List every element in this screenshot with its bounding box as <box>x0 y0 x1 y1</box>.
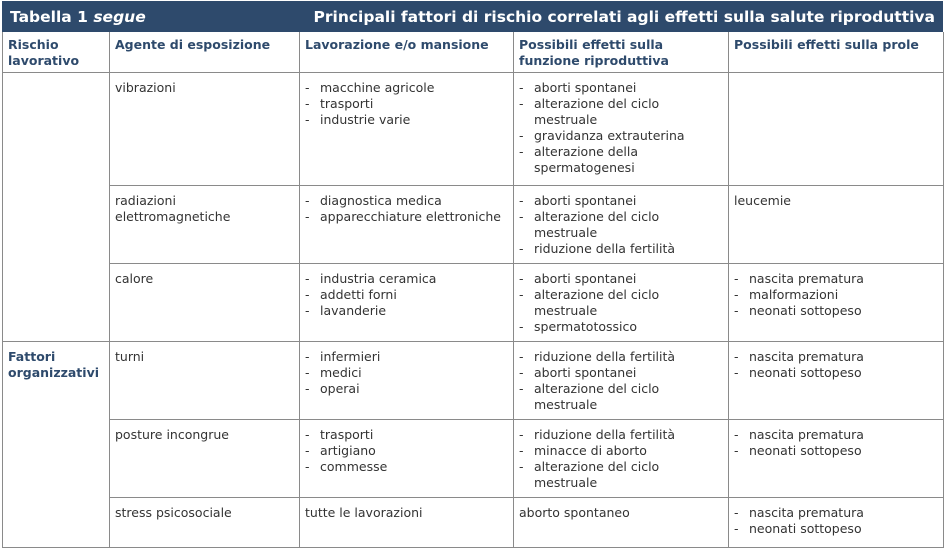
group-cell: Fattori organizzativi <box>3 342 110 548</box>
table-row <box>3 420 944 498</box>
jobs-cell <box>300 73 514 186</box>
list-item: - infermieri <box>305 349 508 365</box>
jobs-cell <box>300 342 514 420</box>
list-item: - alterazione del ciclo mestruale <box>519 381 723 413</box>
list-item: - apparecchiature elettroniche <box>305 209 508 225</box>
offspring-cell <box>729 73 944 186</box>
list-item: - trasporti <box>305 427 508 443</box>
list-item: - industria ceramica <box>305 271 508 287</box>
list-item: - diagnostica medica <box>305 193 508 209</box>
list-item: - macchine agricole <box>305 80 508 96</box>
list-item: - lavanderie <box>305 303 508 319</box>
list-item: - aborti spontanei <box>519 80 723 96</box>
agent-cell: vibrazioni <box>110 73 300 186</box>
list-item: - nascita prematura <box>734 349 938 365</box>
effects-cell <box>514 420 729 498</box>
list-item: - trasporti <box>305 96 508 112</box>
table-header-bar <box>2 1 943 32</box>
table-label: Tabella 1 segue <box>10 7 146 26</box>
table-row <box>3 342 944 420</box>
offspring-cell <box>729 420 944 498</box>
effects-cell <box>514 264 729 342</box>
list-item: - nascita prematura <box>734 505 938 521</box>
list-item: - commesse <box>305 459 508 475</box>
list-item: - minacce di aborto <box>519 443 723 459</box>
list-item: - industrie varie <box>305 112 508 128</box>
list-item: - medici <box>305 365 508 381</box>
jobs-cell <box>300 186 514 264</box>
list-item: - alterazione del ciclo mestruale <box>519 209 723 241</box>
list-item: - riduzione della fertilità <box>519 427 723 443</box>
table-row <box>3 186 944 264</box>
effects-cell <box>514 73 729 186</box>
list-item: - alterazione del ciclo mestruale <box>519 287 723 319</box>
list-item: - neonati sottopeso <box>734 443 938 459</box>
list-item: - neonati sottopeso <box>734 303 938 319</box>
list-item: - neonati sottopeso <box>734 521 938 537</box>
list-item: - aborti spontanei <box>519 271 723 287</box>
list-item: - gravidanza extrauterina <box>519 128 723 144</box>
effects-cell <box>514 186 729 264</box>
list-item: - neonati sottopeso <box>734 365 938 381</box>
table-title: Principali fattori di rischio correlati agli effetti sulla salute riproduttiva <box>313 7 935 26</box>
list-item: - riduzione della fertilità <box>519 349 723 365</box>
column-header: Lavorazione e/o mansione <box>300 32 514 73</box>
column-header: Possibili effetti sulla funzione riproduttiva <box>514 32 729 73</box>
list-item: - alterazione del ciclo mestruale <box>519 96 723 128</box>
list-item: - artigiano <box>305 443 508 459</box>
list-item: - aborti spontanei <box>519 193 723 209</box>
agent-cell: turni <box>110 342 300 420</box>
list-item: - operai <box>305 381 508 397</box>
column-header: Possibili effetti sulla prole <box>729 32 944 73</box>
risk-factors-table <box>2 32 944 548</box>
effects-cell <box>514 342 729 420</box>
agent-cell: calore <box>110 264 300 342</box>
offspring-cell <box>729 264 944 342</box>
group-cell <box>3 73 110 342</box>
agent-cell: posture incongrue <box>110 420 300 498</box>
table-header-row <box>3 32 944 73</box>
list-item: - malformazioni <box>734 287 938 303</box>
list-item: - riduzione della fertilità <box>519 241 723 257</box>
list-item: - alterazione del ciclo mestruale <box>519 459 723 491</box>
table-row <box>3 498 944 548</box>
agent-cell: stress psicosociale <box>110 498 300 548</box>
table-row <box>3 73 944 186</box>
list-item: - addetti forni <box>305 287 508 303</box>
list-item: - alterazione della spermatogenesi <box>519 144 723 176</box>
effects-cell: aborto spontaneo <box>514 498 729 548</box>
jobs-cell: tutte le lavorazioni <box>300 498 514 548</box>
offspring-cell: leucemie <box>729 186 944 264</box>
list-item: - aborti spontanei <box>519 365 723 381</box>
table-row <box>3 264 944 342</box>
agent-cell: radiazioni elettromagnetiche <box>110 186 300 264</box>
list-item: - nascita prematura <box>734 271 938 287</box>
column-header: Agente di esposizione <box>110 32 300 73</box>
jobs-cell <box>300 264 514 342</box>
jobs-cell <box>300 420 514 498</box>
offspring-cell <box>729 342 944 420</box>
column-header: Rischio lavorativo <box>3 32 110 73</box>
list-item: - spermatotossico <box>519 319 723 335</box>
offspring-cell <box>729 498 944 548</box>
list-item: - nascita prematura <box>734 427 938 443</box>
